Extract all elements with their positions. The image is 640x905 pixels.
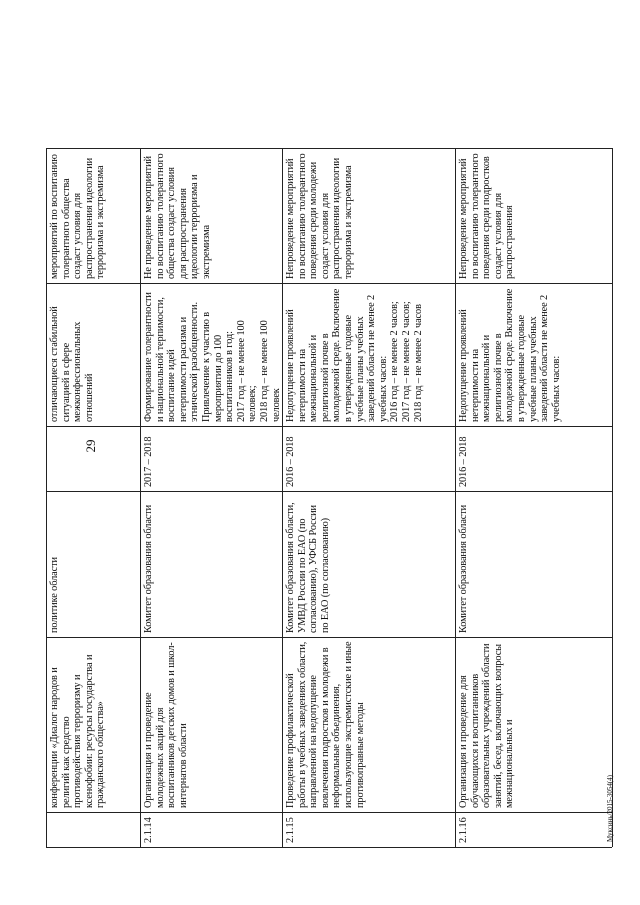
indicators-cell-text: Формирование толерантности и национальной терпимости, воспитание идей нетерпимости расизма и этнической разобщенности. Привлечение к участию в мероприятии до 100 воспитанников в год: 2017 год – не менее 100 человек; 2018 год – не менее 100 человек [143,292,282,422]
event-cell [455,637,612,812]
row-number [282,812,455,847]
row-number [46,812,140,847]
executor-cell-text: Комитет образования области [458,504,469,633]
column-divider [46,637,612,638]
executor-cell [140,491,282,637]
footer-note: Муксинь/2015-3054(4) [606,774,614,842]
period-cell [140,426,282,491]
table-border [46,148,47,847]
indicators-cell [140,283,282,426]
executor-cell [282,491,455,637]
period-cell [282,426,455,491]
indicators-cell [455,283,612,426]
event-cell [140,637,282,812]
consequences-cell-text: Непроведение мероприятий по воспитанию толерантного поведения среди молодежи создаст условия для распространения идеологии терроризма и экстремизма [285,153,354,279]
period-cell-text: 2016 – 2018 [285,436,296,487]
consequences-cell-text: Не проведение мероприятий по воспитанию толерантного общества создаст условия для распространения идеологии терроризма и экстремизма [143,153,212,279]
executor-cell-text: Комитет образования области, УМВД России по ЕАО (по согласованию), УФСБ России по ЕАО (по согласованию) [285,502,331,633]
row-number [140,812,282,847]
consequences-cell-text: мероприятий по воспитанию толерантного общества создаст условия для распространения идеологии терроризма и экстремизма [49,154,107,279]
executor-cell [455,491,612,637]
indicators-cell-text: отличающиеся стабильной ситуацией в сфере межконфессиональных отношений [49,306,95,422]
consequences-cell [282,148,455,283]
indicators-cell-text: Недопущение проявлений нетерпимости на межнациональной и религиозной почве в молодежной среде. Включение в утвержденные годовые учебные планы учебных заведений области не менее 2 учебных часов: 2016 год – не менее 2 часов; 2017 год – не менее 2 часов; 2018 год – не менее 2 часов [285,288,424,422]
consequences-cell-text: Непроведение мероприятий по воспитанию толерантного поведения среди подростков создаст условия для распространения [458,153,516,279]
row-divider [455,148,456,847]
event-cell-text: Организация и проведение для обучающихся и воспитанников образовательных учреждений области занятий, бесед, включающих вопросы межнациональных и [458,643,516,808]
period-cell [455,426,612,491]
row-number [455,812,612,847]
executor-cell [46,491,140,637]
indicators-cell-text: Недопущение проявлений нетерпимости на межнациональной и религиозной почве в молодежной среде. Включение в утвержденные годовые учебные планы учебных заведений области не менее 2 учебных часов: [458,288,562,422]
row-divider [140,148,141,847]
event-cell [46,637,140,812]
executor-cell-text: Комитет образования области [143,504,154,633]
event-cell-text: конференции «Диалог народов и религий как средство противодействия терроризму и ксенофобии: ресурсы государства и гражданского общества» [49,654,107,808]
event-cell-text: Проведение профилактической работы в учебных заведениях области, направленной на недопущение вовлечения подростков и молодежи в неформальные объединения, использующие экстремистские и иные противоправные методы [285,641,366,808]
row-number-text: 2.1.14 [143,817,154,843]
column-divider [46,812,612,813]
page-number: 29 [83,439,98,453]
row-number-text: 2.1.16 [458,817,469,843]
column-divider [46,148,612,149]
indicators-cell [46,283,140,426]
column-divider [46,283,612,284]
consequences-cell [455,148,612,283]
period-cell-text [46,426,140,491]
period-cell-text: 2016 – 2018 [458,436,469,487]
column-divider [46,426,612,427]
period-cell-text: 2017 – 2018 [143,436,154,487]
executor-cell-text: политике области [49,557,60,633]
consequences-cell [140,148,282,283]
column-divider [46,491,612,492]
indicators-cell [282,283,455,426]
row-divider [282,148,283,847]
consequences-cell [46,148,140,283]
row-number-text: 2.1.15 [285,817,296,843]
column-divider [46,847,612,848]
event-cell [282,637,455,812]
table-border [612,148,613,847]
event-cell-text: Организация и проведение молодежных акций для воспитанников детских домов и школ-интернатов области [143,642,189,808]
row-number-text [46,812,140,847]
period-cell [46,426,140,491]
